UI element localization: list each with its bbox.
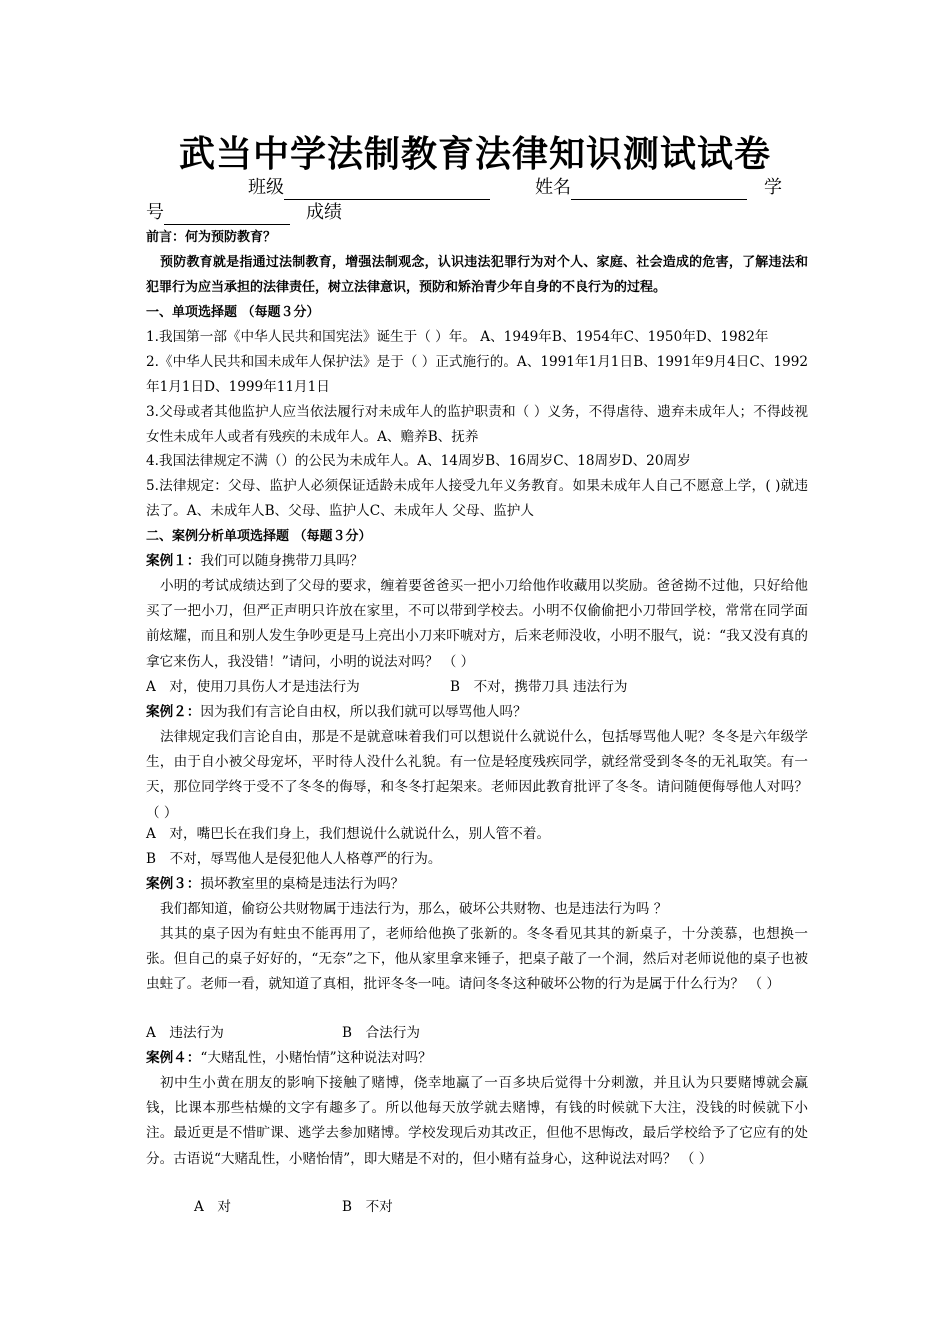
case1-title bbox=[146, 549, 364, 574]
score-label: 成绩 bbox=[306, 202, 342, 223]
case2-title bbox=[146, 700, 527, 725]
case3-option-b[interactable]: B 合法行为 bbox=[342, 1025, 420, 1041]
student-id-label-2: 号 bbox=[146, 202, 164, 223]
case4-question: “大赌乱性，小赌怡情”这种说法对吗？ bbox=[200, 1050, 432, 1066]
case1-text: 小明的考试成绩达到了父母的要求，缠着要爸爸买一把小刀给他作收藏用以奖励。爸爸拗不过他，只好给他买了一把小刀，但严正声明只许放在家里，不可以带到学校去。小明不仅偷偷把小刀带回学校，常常在同学面前炫耀，而且和别人发生争吵更是马上亮出小刀来吓唬对方，后来老师没收，小明不服气，说：“我又没有真的拿它来伤人，我没错！”请问，小明的说法对吗？ （ ） bbox=[146, 578, 808, 670]
student-id-blank[interactable] bbox=[164, 204, 290, 225]
name-blank[interactable] bbox=[571, 179, 747, 200]
case2-option-b[interactable]: B 不对，辱骂他人是侵犯他人人格尊严的行为。 bbox=[146, 851, 442, 867]
question-4: 4.我国法律规定不满（）的公民为未成年人。A、14周岁B、16周岁C、18周岁D、20周岁 bbox=[146, 453, 691, 469]
name-label: 姓名 bbox=[535, 177, 571, 198]
case4-option-a[interactable]: A 对 bbox=[194, 1199, 232, 1215]
case3-intro: 我们都知道，偷窃公共财物属于违法行为，那么，破坏公共财物、也是违法行为吗 ？ bbox=[160, 901, 668, 917]
case3-text: 其其的桌子因为有蛀虫不能再用了，老师给他换了张新的。冬冬看见其其的新桌子，十分羡慕，也想换一张。但自己的桌子好好的，“无奈”之下，他从家里拿来锤子，把桌子敲了一个洞，然后对老师说他的桌子也被虫蛀了。老师一看，就知道了真相，批评冬冬一吨。请问冬冬这种破坏公物的行为是属于什么行为？ （ ） bbox=[146, 926, 808, 993]
case1-option-b[interactable]: B 不对，携带刀具 违法行为 bbox=[450, 679, 628, 695]
exam-title: 武当中学法制教育法律知识测试试卷 bbox=[178, 133, 771, 175]
case4-option-b[interactable]: B 不对 bbox=[342, 1199, 393, 1215]
case3-option-a[interactable]: A 违法行为 bbox=[146, 1025, 224, 1041]
question-2: 2.《中华人民共和国未成年人保护法》是于（ ）正式施行的。A、1991年1月1日B、1991年9月4日C、1992年1月1日D、1999年11月1日 bbox=[146, 354, 808, 396]
question-1: 1.我国第一部《中华人民共和国宪法》诞生于（ ）年。 A、1949年B、1954年C、1950年D、1982年 bbox=[146, 329, 769, 345]
case3-label: 案例３： bbox=[146, 876, 201, 892]
section1-heading: 一、单项选择题 （每题３分） bbox=[146, 305, 320, 320]
student-id-label-1: 学 bbox=[764, 177, 782, 198]
student-id-field bbox=[146, 200, 290, 225]
question-3: 3.父母或者其他监护人应当依法履行对未成年人的监护职责和（ ）义务，不得虐待、遗弃未成年人；不得歧视女性未成年人或者有残疾的未成年人。A、赡养B、抚养 bbox=[146, 404, 808, 446]
question-5: 5.法律规定：父母、监护人必须保证适龄未成年人接受九年义务教育。如果未成年人自己不愿意上学，( )就违法了。A、未成年人B、父母、监护人C、未成年人 父母、监护人 bbox=[146, 478, 808, 520]
case4-label: 案例４： bbox=[146, 1050, 201, 1066]
class-blank[interactable] bbox=[284, 179, 490, 200]
case1-option-a[interactable]: A 对，使用刀具伤人才是违法行为 bbox=[146, 679, 360, 695]
case1-label: 案例１： bbox=[146, 553, 201, 569]
case2-label: 案例２： bbox=[146, 704, 201, 720]
class-label: 班级 bbox=[248, 177, 284, 198]
case3-title bbox=[146, 872, 404, 897]
case4-text: 初中生小黄在朋友的影响下接触了赌博，侥幸地赢了一百多块后觉得十分刺激，并且认为只要赌博就会赢钱，比课本那些枯燥的文字有趣多了。所以他每天放学就去赌博，有钱的时候就下大注，没钱的时候就下小注。最近更是不惜旷课、逃学去参加赌博。学校发现后劝其改正，但他不思悔改，最后学校给予了它应有的处分。古语说“大赌乱性，小赌怡情”，即大赌是不对的，但小赌有益身心，这种说法对吗？ （ ） bbox=[146, 1075, 808, 1167]
case2-option-a[interactable]: A 对，嘴巴长在我们身上，我们想说什么就说什么，别人管不着。 bbox=[146, 826, 551, 842]
preface-text: 预防教育就是指通过法制教育，增强法制观念，认识违法犯罪行为对个人、家庭、社会造成的危害，了解违法和犯罪行为应当承担的法律责任，树立法律意识，预防和矫治青少年自身的不良行为的过程。 bbox=[146, 255, 808, 296]
case1-question: 我们可以随身携带刀具吗？ bbox=[200, 553, 364, 569]
case4-title bbox=[146, 1046, 432, 1071]
name-field bbox=[535, 175, 747, 200]
preface-heading: 前言：何为预防教育？ bbox=[146, 230, 277, 245]
class-field bbox=[248, 175, 490, 200]
case3-question: 损坏教室里的桌椅是违法行为吗？ bbox=[200, 876, 405, 892]
section2-heading: 二、案例分析单项选择题 （每题３分） bbox=[146, 529, 372, 544]
case2-text: 法律规定我们言论自由，那是不是就意味着我们可以想说什么就说什么，包括辱骂他人呢？冬冬是六年级学生，由于自小被父母宠坏，平时待人没什么礼貌。有一位是轻度残疾同学，就经常受到冬冬的无礼取笑。有一天，那位同学终于受不了冬冬的侮辱，和冬冬打起架来。老师因此教育批评了冬冬。请问随便侮辱他人对吗？ （ ） bbox=[146, 729, 808, 821]
case2-question: 因为我们有言论自由权，所以我们就可以辱骂他人吗？ bbox=[200, 704, 527, 720]
